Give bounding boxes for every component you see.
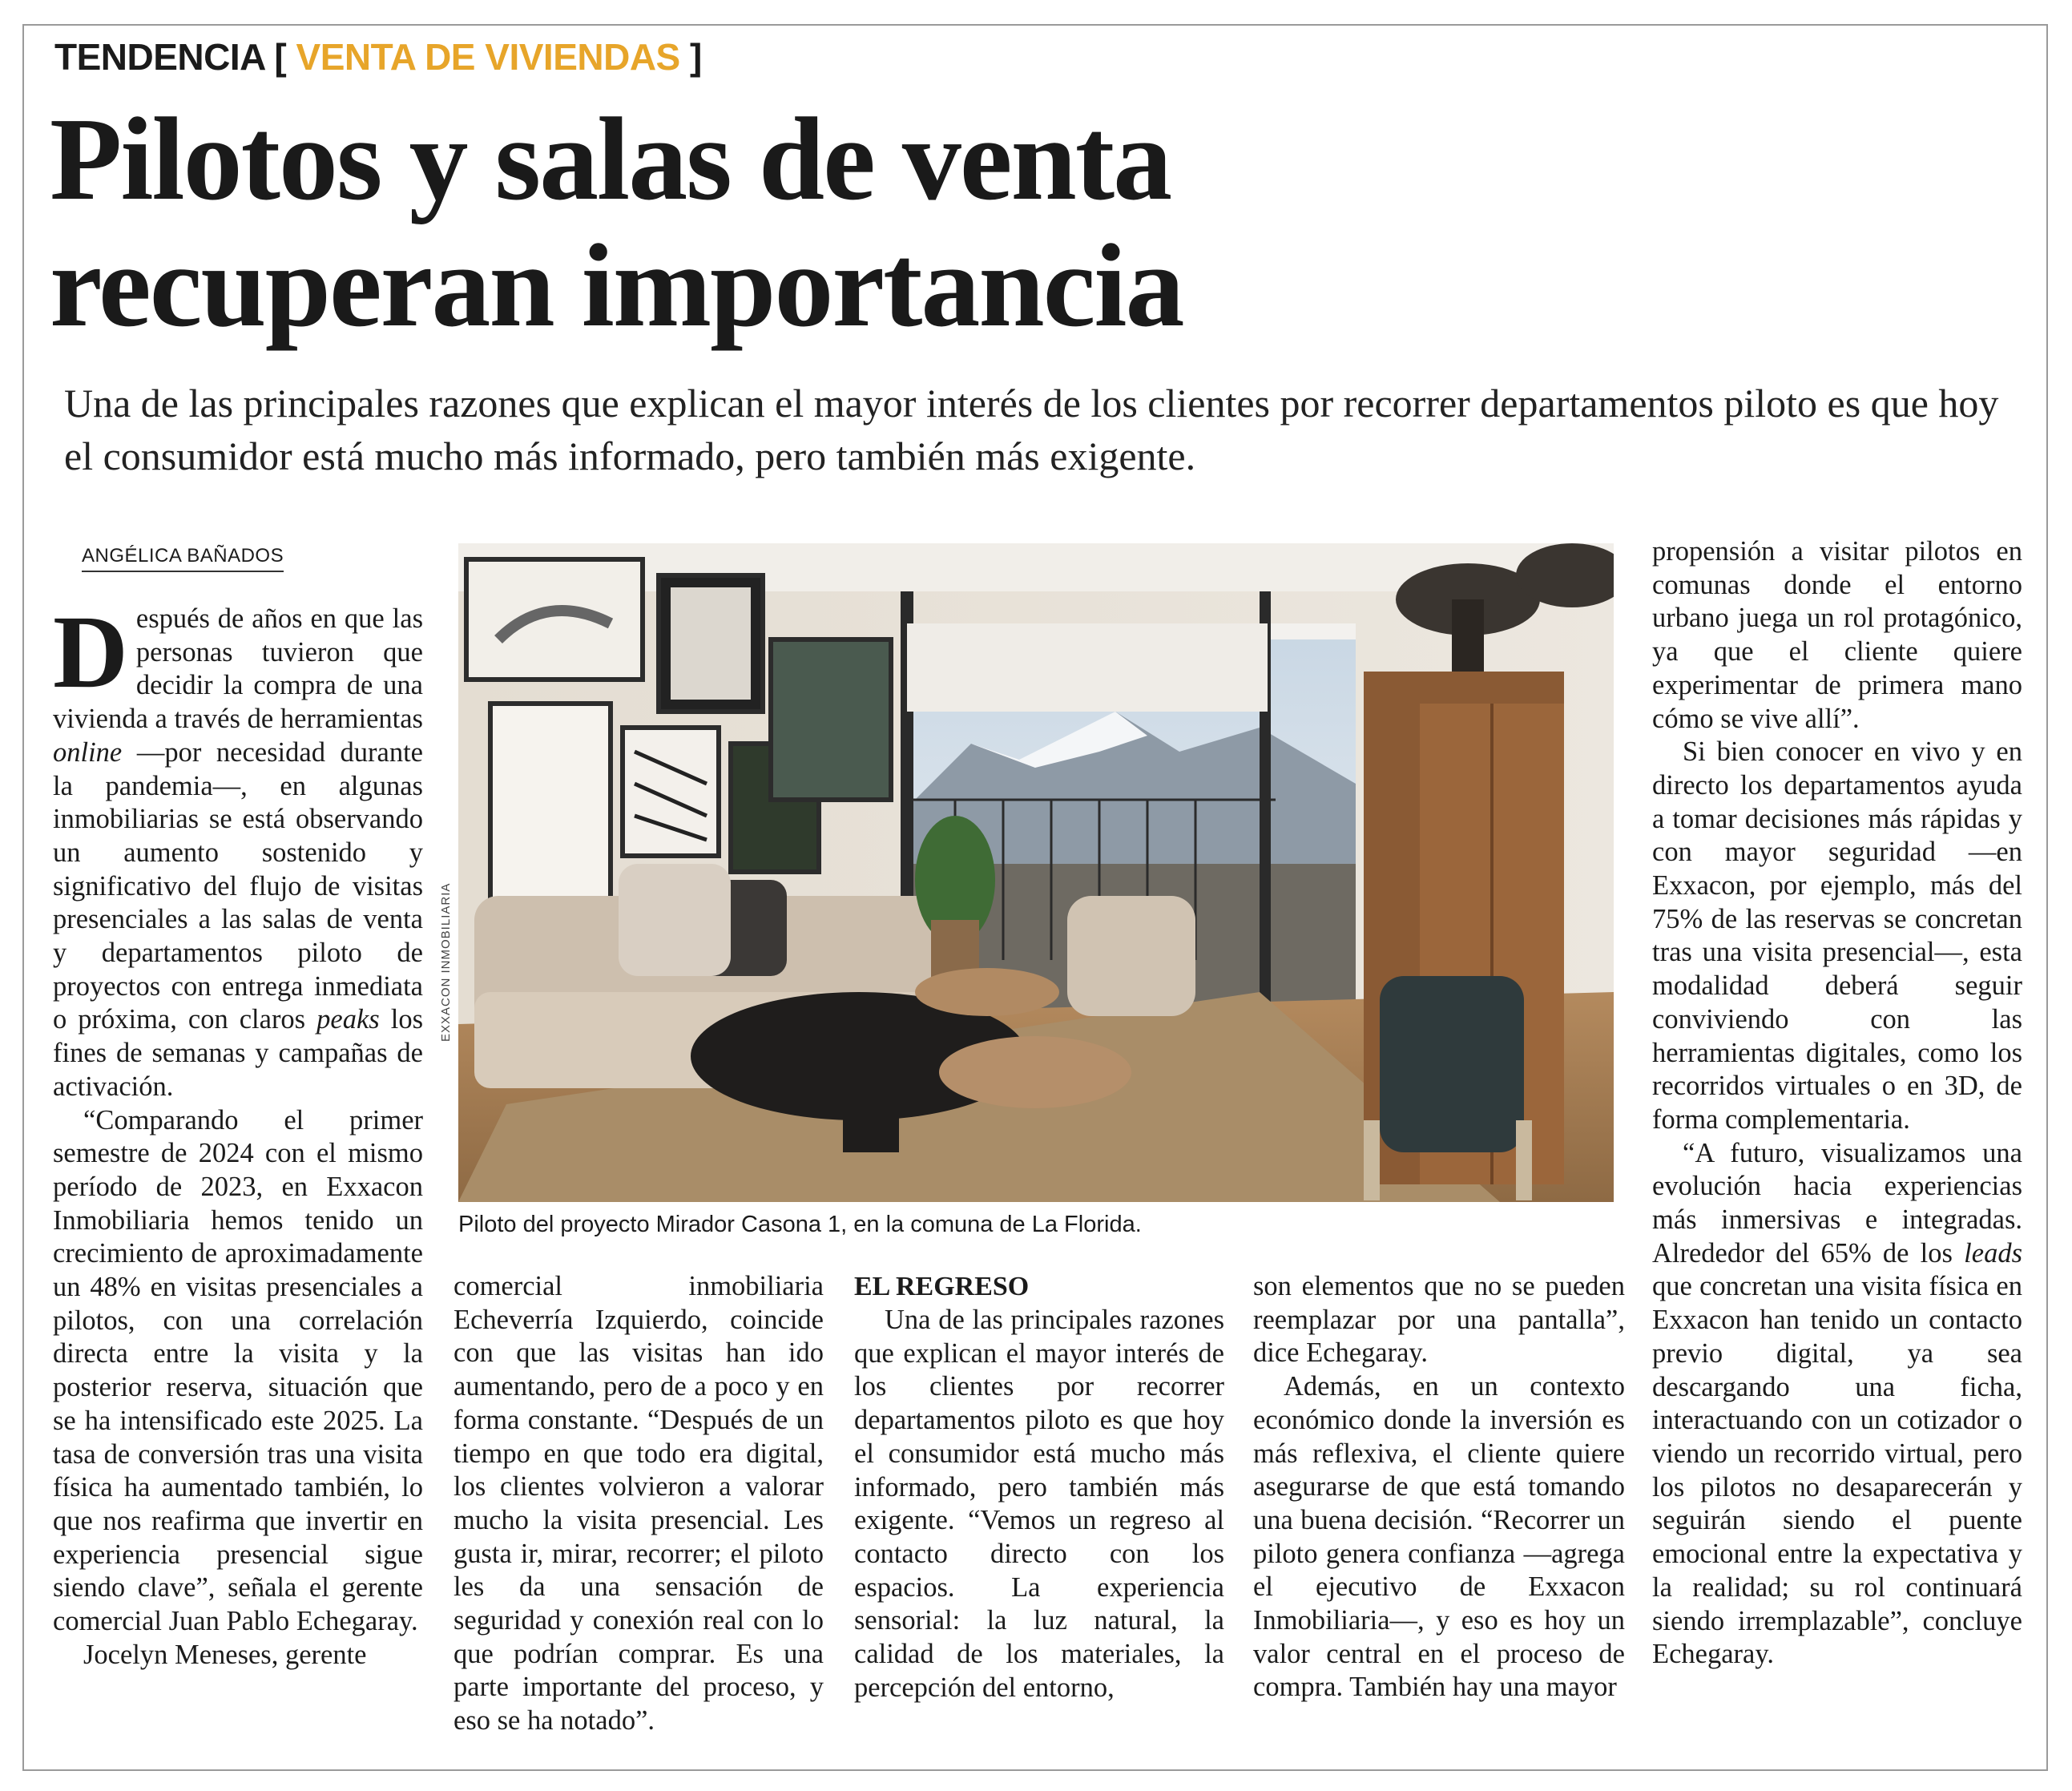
bracket-open: [ <box>274 36 287 78</box>
column-5 <box>1652 535 2022 1672</box>
col5-paragraph-2: Si bien conocer en vivo y en directo los departamentos ayuda a tomar decisiones más rápidas y con mayor seguridad —en Exxacon, por ejemplo, más del 75% de las reservas se concretan tras una visita presencial—, esta modalidad deberá seguir conviviendo con las herramientas digitales, como los recorridos virtuales o en 3D, de forma complementaria. <box>1652 736 2022 1135</box>
subhead: EL REGRESO <box>854 1272 1030 1301</box>
column-1 <box>53 595 423 1672</box>
article-photo <box>458 543 1614 1202</box>
headline <box>50 94 2037 352</box>
column-4 <box>1253 1270 1625 1704</box>
headline-line-1: Pilotos y salas de venta <box>50 94 1171 225</box>
col4-paragraph-2: Además, en un contexto económico donde la inversión es más reflexiva, el cliente quiere asegurarse de que está tomando una buena decisión. “Recorrer un piloto genera confianza —agrega el ejecutivo de Exxacon Inmobiliaria—, y eso es hoy un valor central en el proceso de compra. También hay una mayor <box>1253 1371 1625 1703</box>
col3-paragraph-1: Una de las principales razones que explican el mayor interés de los clientes por recorrer departamentos piloto es que hoy el consumidor está mucho más informado, pero también más exigente. “Vemos un regreso al contacto directo con los espacios. La experiencia sensorial: la luz natural, la calidad de los materiales, la percepción del entorno, <box>854 1305 1224 1703</box>
col1-paragraph-1: Después de años en que las personas tuvieron que decidir la compra de una vivienda a través de herramientas online —por necesidad durante la pandemia—, en algunas inmobiliarias se está observando un aumento sostenido y significativo del flujo de visitas presenciales a las salas de venta y departamentos piloto de proyectos con entrega inmediata o próxima, con claros peaks los fines de semanas y campañas de activación. <box>53 595 423 1102</box>
photo-credit: EXXACON INMOBILIARIA <box>439 882 453 1042</box>
article-dek: Una de las principales razones que explican el mayor interés de los clientes por recorrer departamentos piloto es que hoy el consumidor está mucho más informado, pero también más exigente. <box>64 381 1999 478</box>
headline-line-2: recuperan importancia <box>50 220 1183 352</box>
col1-paragraph-2: “Comparando el primer semestre de 2024 con el mismo período de 2023, en Exxacon Inmobiliaria hemos tenido un crecimiento de aproximadamente un 48% en visitas presenciales a pilotos, con una correlación directa entre la visita y la posterior reserva, situación que se ha intensificado este 2025. La tasa de conversión tras una visita física ha aumentado también, lo que nos reafirma que invertir en experiencia presencial sigue siendo clave”, señala el gerente comercial Juan Pablo Echegaray. <box>53 1104 423 1637</box>
column-2 <box>454 1270 824 1738</box>
section-kicker <box>54 35 702 79</box>
topic-label: VENTA DE VIVIENDAS <box>296 36 680 78</box>
column-3 <box>854 1270 1224 1704</box>
col5-paragraph-1: propensión a visitar pilotos en comunas donde el entorno urbano juega un rol protagónico, ya que el cliente quiere experimentar de primera mano cómo se vive allí”. <box>1652 536 2022 734</box>
col1-paragraph-3: Jocelyn Meneses, gerente <box>83 1639 367 1670</box>
col2-paragraph-1: comercial inmobiliaria Echeverría Izquierdo, coincide con que las visitas han ido aumentando, pero de a poco y en forma constante. “Después de un tiempo en que todo era digital, los clientes volvieron a valorar mucho la visita presencial. Les gusta ir, mirar, recorrer; el piloto les da una sensación de seguridad y conexión real con lo que podrían comprar. Es una parte importante del proceso, y eso se ha notado”. <box>454 1271 824 1737</box>
bracket-close: ] <box>690 36 702 78</box>
byline: ANGÉLICA BAÑADOS <box>82 545 284 572</box>
photo-caption: Piloto del proyecto Mirador Casona 1, en la comuna de La Florida. <box>458 1212 1142 1237</box>
section-label: TENDENCIA <box>54 36 265 78</box>
col5-paragraph-3: “A futuro, visualizamos una evolución hacia experiencias más inmersivas e integradas. Alrededor del 65% de los leads que concretan una visita física en Exxacon han tenido un contacto previo digital, ya sea descargando una ficha, interactuando con un cotizador o viendo un recorrido virtual, pero los pilotos no desaparecerán y seguirán siendo el puente emocional entre la expectativa y la realidad; su rol continuará siendo irremplazable”, concluye Echegaray. <box>1652 1137 2022 1670</box>
drop-cap: D <box>53 595 128 710</box>
living-room-photo <box>458 543 1614 1202</box>
col4-paragraph-1: son elementos que no se pueden reemplazar por una pantalla”, dice Echegaray. <box>1253 1271 1625 1369</box>
